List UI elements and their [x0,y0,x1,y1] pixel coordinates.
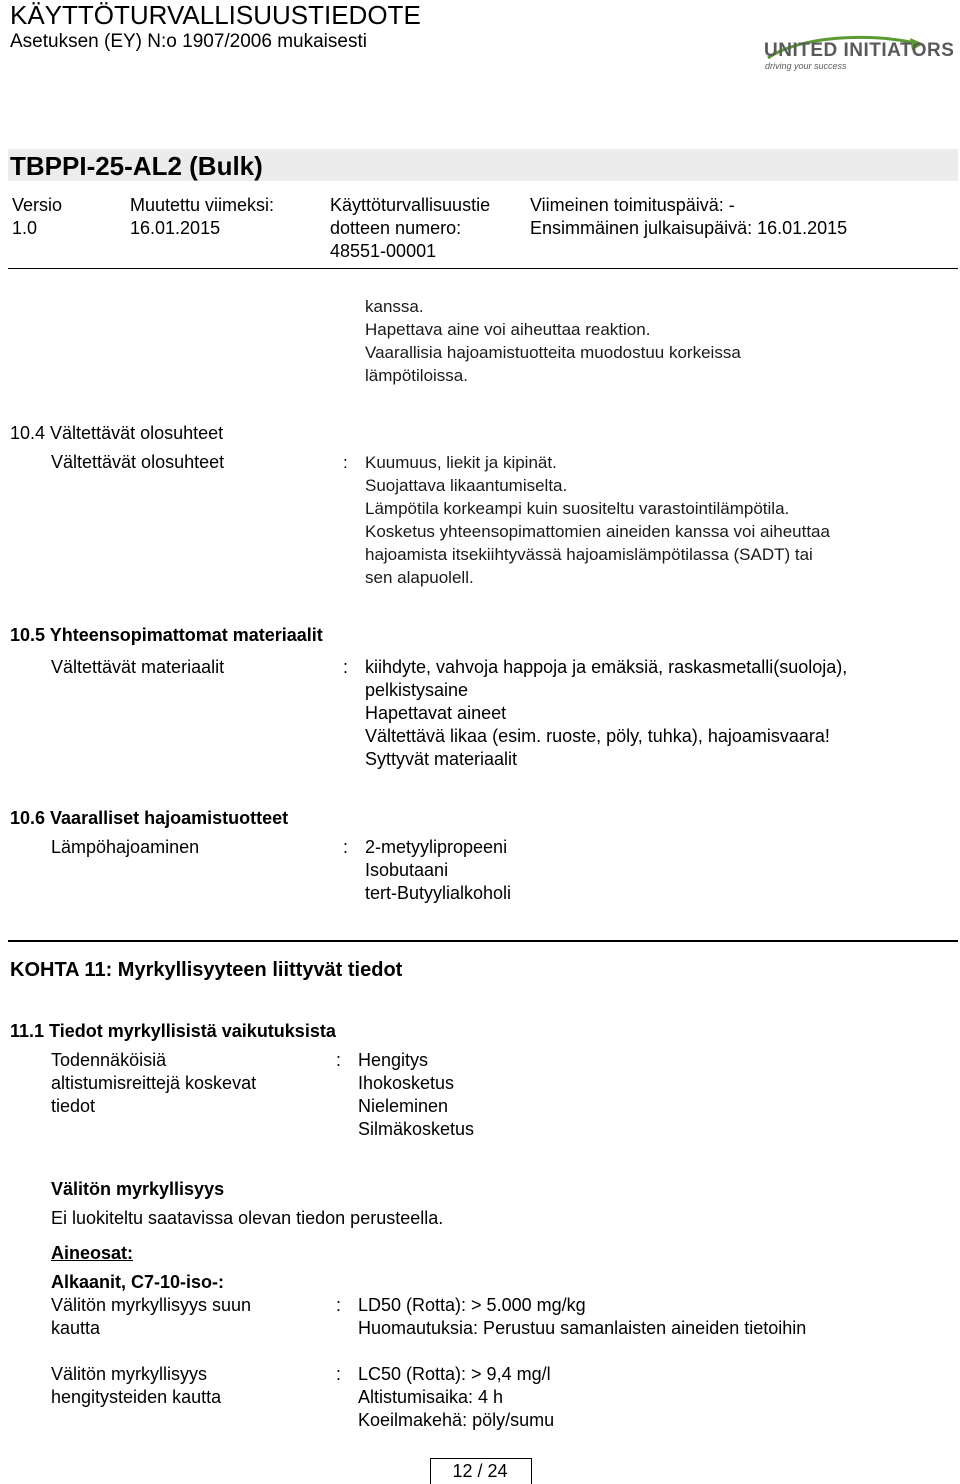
acute-toxicity-title: Välitön myrkyllisyys [51,1179,225,1199]
acute-toxicity-text: Ei luokiteltu saatavissa olevan tiedon perusteella. [51,1208,444,1228]
conditions-value: sen alapuolell. [365,568,474,587]
modified-value: 16.01.2015 [130,218,221,238]
materials-value: Vältettävä likaa (esim. ruoste, pöly, tuhka), hajoamisvaara! [365,726,830,746]
continuation-line: lämpötiloissa. [365,366,468,385]
version-value: 1.0 [12,218,38,238]
exposure-label: Todennäköisiä [51,1050,167,1070]
section-10-5-title: 10.5 Yhteensopimattomat materiaalit [10,625,323,645]
conditions-value: Suojattava likaantumiselta. [365,476,568,495]
logo-slogan: driving your success [765,61,847,71]
colon: : [343,453,348,472]
oral-toxicity-value: LD50 (Rotta): > 5.000 mg/kg [358,1295,586,1315]
inhalation-toxicity-label: hengitysteiden kautta [51,1387,222,1407]
continuation-line: Hapettava aine voi aiheuttaa reaktion. [365,320,651,339]
conditions-value: Kuumuus, liekit ja kipinät. [365,453,557,472]
decomposition-value: 2-metyylipropeeni [365,837,508,857]
section-10-4-title: 10.4 Vältettävät olosuhteet [10,423,224,443]
colon: : [336,1364,342,1384]
oral-toxicity-label: Välitön myrkyllisyys suun [51,1295,252,1315]
last-issue-date: Viimeinen toimituspäivä: - [530,195,735,215]
materials-value: kiihdyte, vahvoja happoja ja emäksiä, raskasmetalli(suoloja), [365,657,848,677]
continuation-line: Vaarallisia hajoamistuotteita muodostuu korkeissa [365,343,741,362]
colon: : [343,837,349,857]
exposure-value: Nieleminen [358,1096,449,1116]
section-10-6-title: 10.6 Vaaralliset hajoamistuotteet [10,808,289,828]
exposure-value: Hengitys [358,1050,429,1070]
page-number: 12 / 24 [452,1461,508,1481]
product-name: TBPPI-25-AL2 (Bulk) [10,151,263,181]
united-initiators-logo [760,30,955,80]
section-11-heading: KOHTA 11: Myrkyllisyyteen liittyvät tiedot [10,959,403,981]
section-11-1-title: 11.1 Tiedot myrkyllisistä vaikutuksista [10,1021,336,1041]
exposure-value: Ihokosketus [358,1073,455,1093]
logo-wordmark: UNITED INITIATORS [764,40,955,61]
sds-number-label-1: Käyttöturvallisuustie [330,195,491,215]
section-divider [8,940,958,942]
component-name: Alkaanit, C7-10-iso-: [51,1272,225,1292]
continuation-line: kanssa. [365,297,424,316]
first-issue-date: Ensimmäinen julkaisupäivä: 16.01.2015 [530,218,848,238]
inhalation-toxicity-value: LC50 (Rotta): > 9,4 mg/l [358,1364,551,1384]
decomposition-value: tert-Butyylialkoholi [365,883,512,903]
modified-label: Muutettu viimeksi: [130,195,275,215]
regulation-subtitle: Asetuksen (EY) N:o 1907/2006 mukaisesti [10,31,367,52]
oral-toxicity-label: kautta [51,1318,101,1338]
components-title: Aineosat: [51,1243,134,1263]
version-label: Versio [12,195,63,215]
header-divider [8,268,958,269]
materials-value: Syttyvät materiaalit [365,749,518,769]
conditions-value: hajoamista itsekiihtyvässä hajoamislämpötilassa (SADT) tai [365,545,813,564]
inhalation-toxicity-value: Altistumisaika: 4 h [358,1387,504,1407]
exposure-value: Silmäkosketus [358,1119,475,1139]
sds-number-value: 48551-00001 [330,241,437,261]
document-title: KÄYTTÖTURVALLISUUSTIEDOTE [10,0,421,30]
inhalation-toxicity-value: Koeilmakehä: pöly/sumu [358,1410,555,1430]
conditions-label: Vältettävät olosuhteet [51,452,225,472]
materials-value: Hapettavat aineet [365,703,507,723]
conditions-value: Kosketus yhteensopimattomien aineiden kanssa voi aiheuttaa [365,522,830,541]
colon: : [336,1295,342,1315]
exposure-label: altistumisreittejä koskevat [51,1073,257,1093]
decomposition-value: Isobutaani [365,860,449,880]
conditions-value: Lämpötila korkeampi kuin suositeltu varastointilämpötila. [365,499,790,518]
oral-toxicity-value: Huomautuksia: Perustuu samanlaisten aineiden tietoihin [358,1318,807,1338]
colon: : [343,657,349,677]
materials-value: pelkistysaine [365,680,469,700]
sds-number-label-2: dotteen numero: [330,218,462,238]
exposure-label: tiedot [51,1096,96,1116]
inhalation-toxicity-label: Välitön myrkyllisyys [51,1364,208,1384]
materials-label: Vältettävät materiaalit [51,657,225,677]
colon: : [336,1050,342,1070]
decomposition-label: Lämpöhajoaminen [51,837,200,857]
